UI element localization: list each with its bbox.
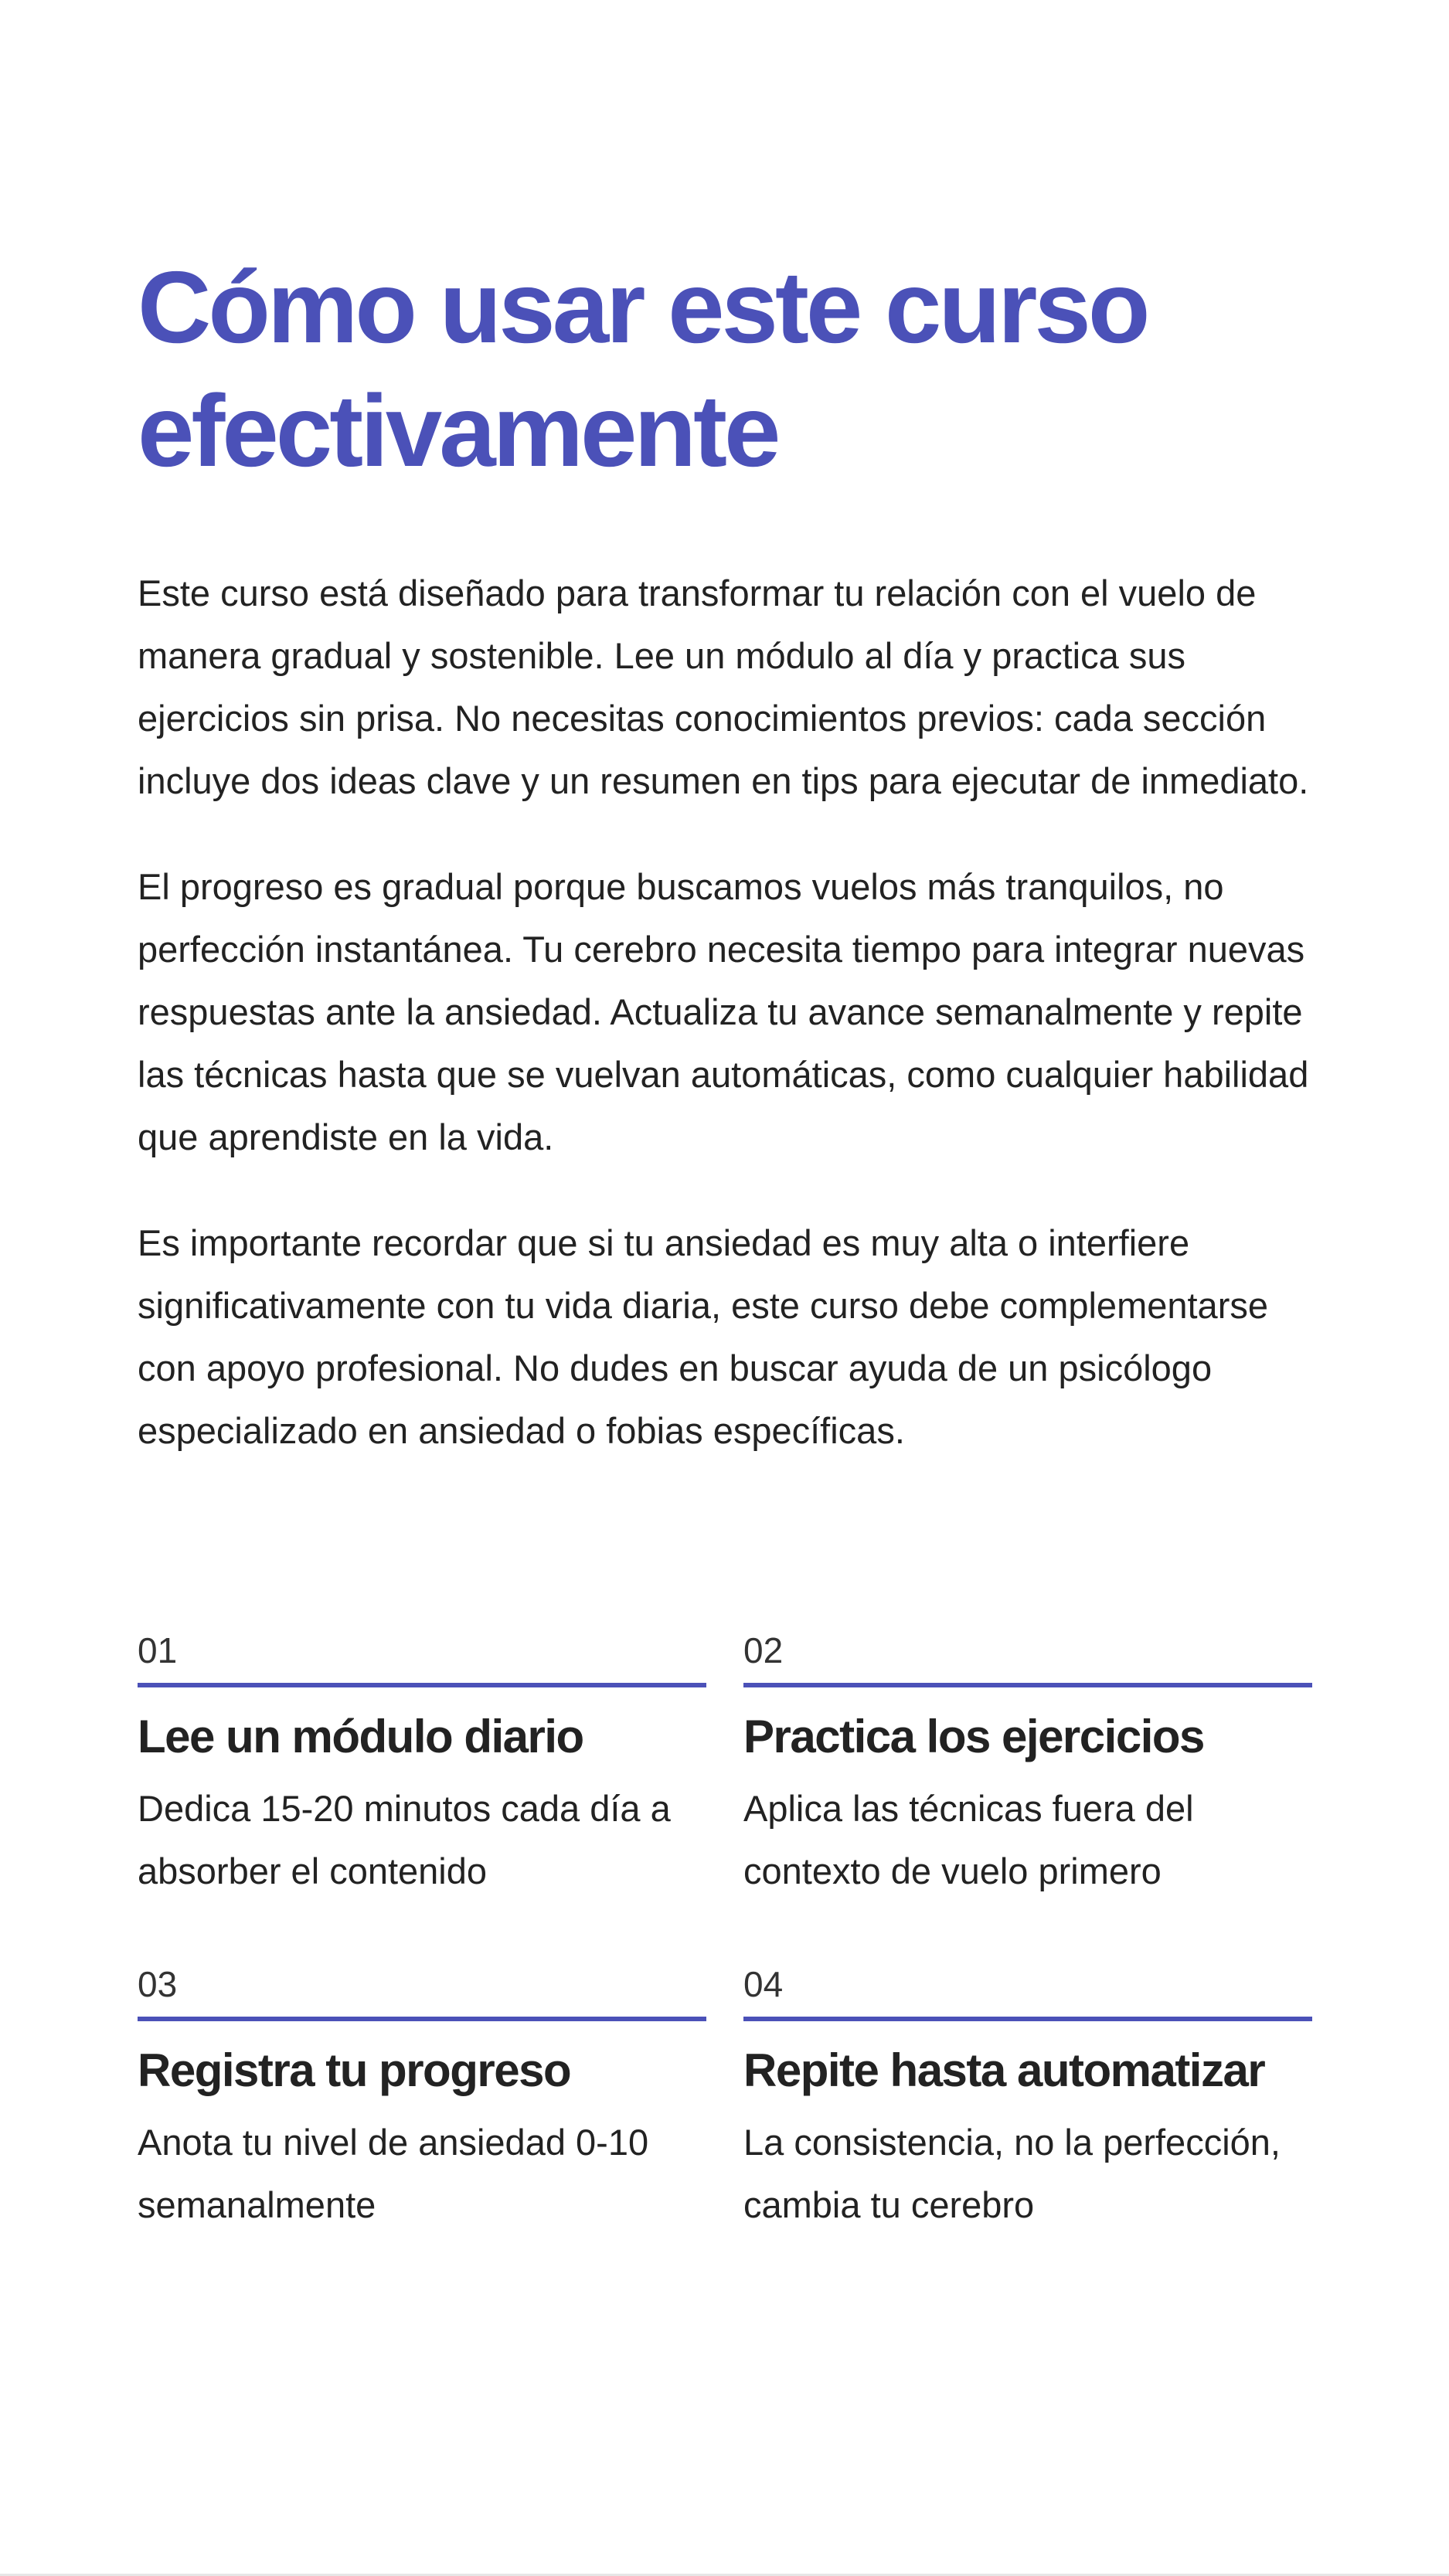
step-divider (138, 1683, 706, 1687)
step-card-4 (743, 1963, 1312, 2236)
step-title: Practica los ejercicios (743, 1711, 1204, 1762)
step-card-1 (138, 1629, 706, 1902)
step-description: Anota tu nivel de ansiedad 0-10 semanalmente (138, 2122, 649, 2225)
step-divider (743, 1683, 1312, 1687)
step-description: Dedica 15-20 minutos cada día a absorber el contenido (138, 1788, 671, 1891)
step-description: La consistencia, no la perfección, cambia tu cerebro (743, 2122, 1281, 2225)
step-number: 04 (743, 1964, 784, 2004)
step-title: Registra tu progreso (138, 2044, 571, 2096)
intro-paragraph-1: Este curso está diseñado para transformar tu relación con el vuelo de manera gradual y sostenible. Lee un módulo al día y practica sus ejercicios sin prisa. No necesitas conocimientos previos: cada sección incluye dos ideas clave y un resumen en tips para ejecutar de inmediato. (138, 573, 1309, 801)
step-divider (743, 2017, 1312, 2021)
intro-paragraph-3: Es importante recordar que si tu ansiedad es muy alta o interfiere significativamente con tu vida diaria, este curso debe complementarse con apoyo profesional. No dudes en buscar ayuda de un psicólogo especializado en ansiedad o fobias específicas. (138, 1222, 1268, 1451)
step-number: 01 (138, 1630, 178, 1670)
intro-paragraph-2: El progreso es gradual porque buscamos vuelos más tranquilos, no perfección instantánea. Tu cerebro necesita tiempo para integrar nuevas respuestas ante la ansiedad. Actualiza tu avance semanalmente y repite las técnicas hasta que se vuelvan automáticas, como cualquier habilidad que aprendiste en la vida. (138, 866, 1309, 1157)
step-number: 03 (138, 1964, 178, 2004)
step-divider (138, 2017, 706, 2021)
intro-section (138, 562, 1328, 1505)
page-title: Cómo usar este curso efectivamente (138, 250, 1148, 488)
step-title: Repite hasta automatizar (743, 2044, 1265, 2096)
step-card-2 (743, 1629, 1312, 1902)
step-description: Aplica las técnicas fuera del contexto de vuelo primero (743, 1788, 1194, 1891)
step-card-3 (138, 1963, 706, 2236)
step-number: 02 (743, 1630, 784, 1670)
step-title: Lee un módulo diario (138, 1711, 583, 1762)
steps-grid (138, 1629, 1312, 2236)
